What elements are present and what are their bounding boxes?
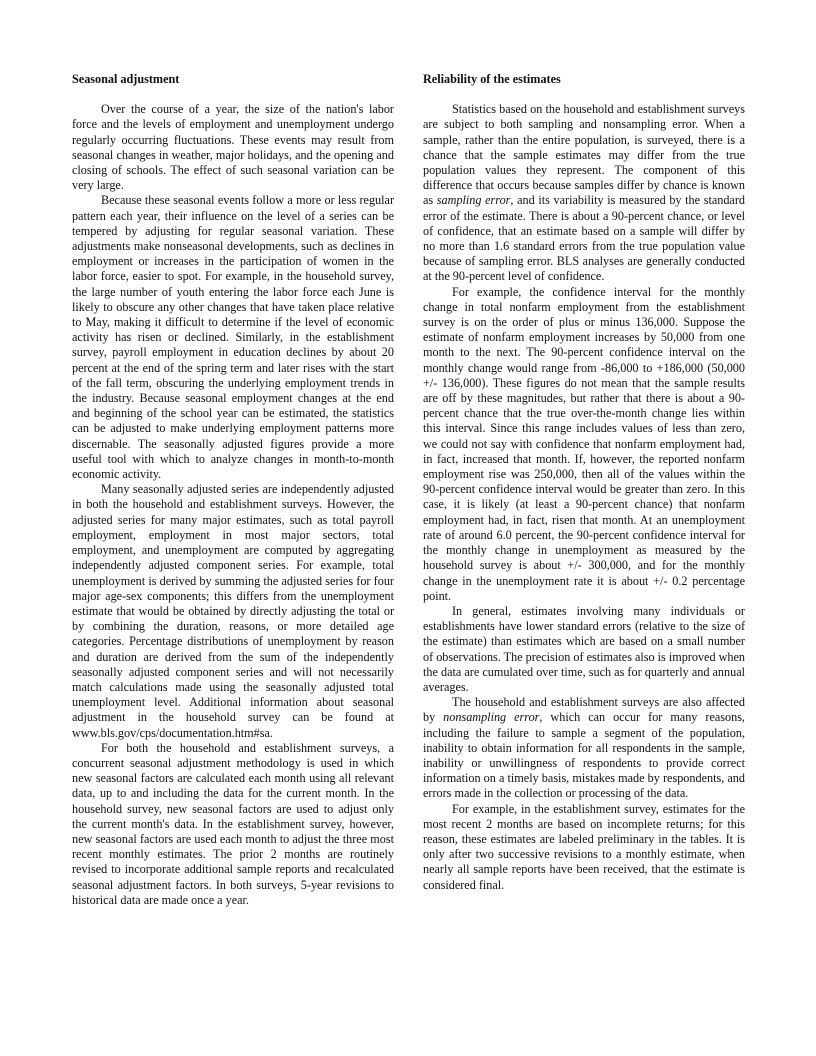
reliability-p1-text-a: Statistics based on the household and establishment surveys are subject to both sampling and nonsampling error. When a sample, rather than the entire population, is surveyed, there is a chance that the sample estimates may differ from the true population values they represent. The component of this difference that occurs because samples differ by chance is known as bbox=[423, 102, 745, 208]
seasonal-paragraph-4: For both the household and establishment surveys, a concurrent seasonal adjustment methodology is used in which new seasonal factors are calculated each month using all relevant data, up to and including the data for the current month. In the household survey, new seasonal factors are used to adjust only the current month's data. In the establishment survey, however, new seasonal factors are used each month to adjust the three most recent monthly estimates. The prior 2 months are routinely revised to incorporate additional sample reports and recalculated seasonal adjustment factors. In both surveys, 5-year revisions to historical data are made once a year. bbox=[72, 740, 394, 907]
reliability-paragraph-5: For example, in the establishment survey, estimates for the most recent 2 months are based on incomplete returns; for this reason, these estimates are labeled preliminary in the tables. It is only after two successive revisions to a monthly estimate, when nearly all sample reports have been received, that the estimate is considered final. bbox=[423, 801, 745, 892]
seasonal-paragraph-2: Because these seasonal events follow a more or less regular pattern each year, their influence on the level of a series can be tempered by adjusting for regular seasonal variation. These adjustments make nonseasonal developments, such as declines in employment or increases in the participation of women in the labor force, easier to spot. For example, in the household survey, the large number of youth entering the labor force each June is likely to obscure any other changes that have taken place relative to May, making it difficult to determine if the level of economic activity has risen or declined. Similarly, in the establishment survey, payroll employment in education declines by about 20 percent at the end of the spring term and later rises with the start of the fall term, obscuring the underlying employment trends in the industry. Because seasonal employment changes at the end and beginning of the school year can be estimated, the statistics can be adjusted to make underlying employment patterns more discernable. The seasonally adjusted figures provide a more useful tool with which to analyze changes in month-to-month economic activity. bbox=[72, 193, 394, 482]
reliability-paragraph-4 bbox=[423, 695, 745, 801]
reliability-paragraph-3: In general, estimates involving many individuals or establishments have lower standard errors (relative to the size of the estimate) than estimates which are based on a small number of observations. The precision of estimates also is improved when the data are cumulated over time, such as for quarterly and annual averages. bbox=[423, 603, 745, 694]
seasonal-paragraph-3: Many seasonally adjusted series are independently adjusted in both the household and establishment surveys. However, the adjusted series for many major estimates, such as total payroll employment, employment in most major sectors, total employment, and unemployment are computed by aggregating independently adjusted component series. For example, total unemployment is derived by summing the adjusted series for four major age-sex components; this differs from the unemployment estimate that would be obtained by directly adjusting the total or by combining the duration, reasons, or more detailed age categories. Percentage distributions of unemployment by reason and duration are derived from the sum of the independently seasonally adjusted component series and will not necessarily match calculations made using the seasonally adjusted total unemployment level. Additional information about seasonal adjustment in the household survey can be found at www.bls.gov/cps/documentation.htm#sa. bbox=[72, 482, 394, 740]
reliability-p4-text-a: The household and establishment surveys are also affected by bbox=[423, 695, 745, 725]
sampling-error-term: sampling error bbox=[436, 193, 511, 208]
reliability-paragraph-2: For example, the confidence interval for the monthly change in total nonfarm employment from the establishment survey is on the order of plus or minus 136,000. Suppose the estimate of nonfarm employment increases by 50,000 from one month to the next. The 90-percent confidence interval on the monthly change would range from -86,000 to +186,000 (50,000 +/- 136,000). These figures do not mean that the sample results are off by these magnitudes, but rather that there is about a 90-percent chance that the true over-the-month change lies within this interval. Since this range includes values of less than zero, we could not say with confidence that nonfarm employment had, in fact, increased that month. If, however, the reported nonfarm employment rise was 250,000, then all of the values within the 90-percent confidence interval would be greater than zero. In this case, it is likely (at least a 90-percent chance) that nonfarm employment had, in fact, risen that month. At an unemployment rate of around 6.0 percent, the 90-percent confidence interval for the monthly change in unemployment as measured by the household survey is about +/- 300,000, and for the monthly change in the unemployment rate it is about +/- 0.2 percentage point. bbox=[423, 284, 745, 603]
reliability-p1-text-b: , and its variability is measured by the standard error of the estimate. There is about a 90-percent chance, or level of confidence, that an estimate based on a sample will differ by no more than 1.6 standard errors from the true population value because of sampling error. BLS analyses are generally conducted at the 90-percent level of confidence. bbox=[423, 193, 745, 284]
right-column bbox=[423, 72, 745, 893]
seasonal-adjustment-heading: Seasonal adjustment bbox=[72, 72, 180, 86]
seasonal-paragraph-1: Over the course of a year, the size of the nation's labor force and the levels of employment and unemployment undergo regularly occurring fluctuations. These events may result from seasonal changes in weather, major holidays, and the opening and closing of schools. The effect of such seasonal variation can be very large. bbox=[72, 102, 394, 193]
left-column bbox=[72, 72, 394, 908]
reliability-p4-text-b: , which can occur for many reasons, including the failure to sample a segment of the population, inability to obtain information for all respondents in the sample, inability or unwillingness of respondents to provide correct information on a timely basis, mistakes made by respondents, and errors made in the collection or processing of the data. bbox=[423, 710, 745, 801]
nonsampling-error-term: nonsampling error bbox=[443, 710, 540, 725]
reliability-paragraph-1 bbox=[423, 102, 745, 284]
reliability-heading: Reliability of the estimates bbox=[423, 72, 561, 86]
